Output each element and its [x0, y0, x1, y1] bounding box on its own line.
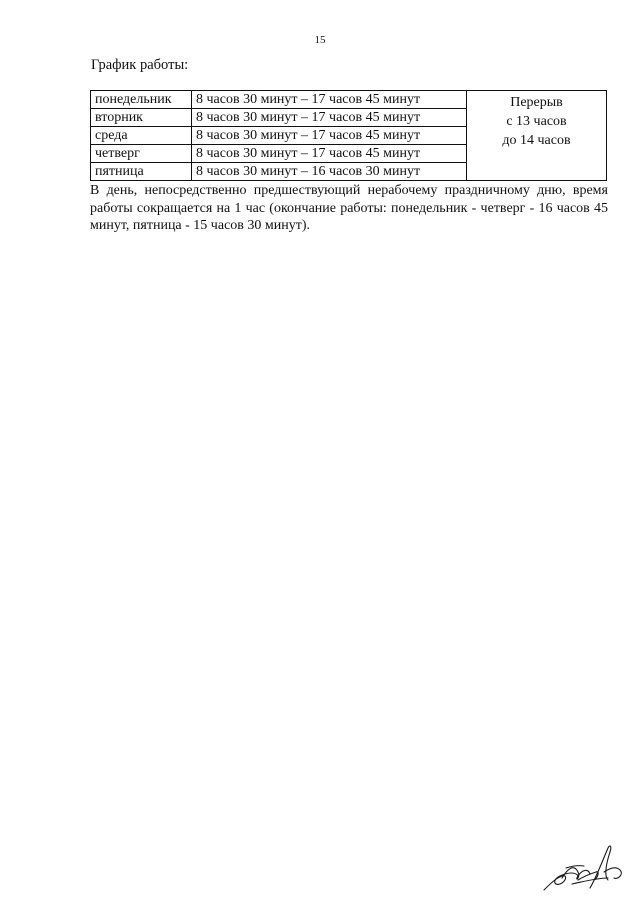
table-row	[91, 91, 607, 109]
handwritten-signature	[538, 838, 630, 896]
day-cell-thursday: четверг	[91, 145, 192, 163]
hours-cell-monday: 8 часов 30 минут – 17 часов 45 минут	[192, 91, 467, 109]
day-cell-friday: пятница	[91, 163, 192, 181]
day-cell-wednesday: среда	[91, 127, 192, 145]
schedule-heading: График работы:	[91, 57, 189, 73]
day-cell-monday: понедельник	[91, 91, 192, 109]
hours-cell-friday: 8 часов 30 минут – 16 часов 30 минут	[192, 163, 467, 181]
page-number: 15	[314, 34, 326, 46]
break-title: Перерыв	[510, 95, 563, 110]
day-cell-tuesday: вторник	[91, 109, 192, 127]
work-schedule-table	[90, 90, 607, 181]
break-start: с 13 часов	[506, 114, 567, 129]
hours-cell-thursday: 8 часов 30 минут – 17 часов 45 минут	[192, 145, 467, 163]
hours-cell-tuesday: 8 часов 30 минут – 17 часов 45 минут	[192, 109, 467, 127]
break-cell	[467, 91, 607, 181]
hours-cell-wednesday: 8 часов 30 минут – 17 часов 45 минут	[192, 127, 467, 145]
shortened-day-note: В день, непосредственно предшествующий нерабочему праздничному дню, время работы сокращается на 1 час (окончание работы: понедельник - четверг - 16 часов 45 минут, пятница - 15 часов 30 минут).	[90, 183, 608, 233]
break-end: до 14 часов	[502, 133, 571, 148]
